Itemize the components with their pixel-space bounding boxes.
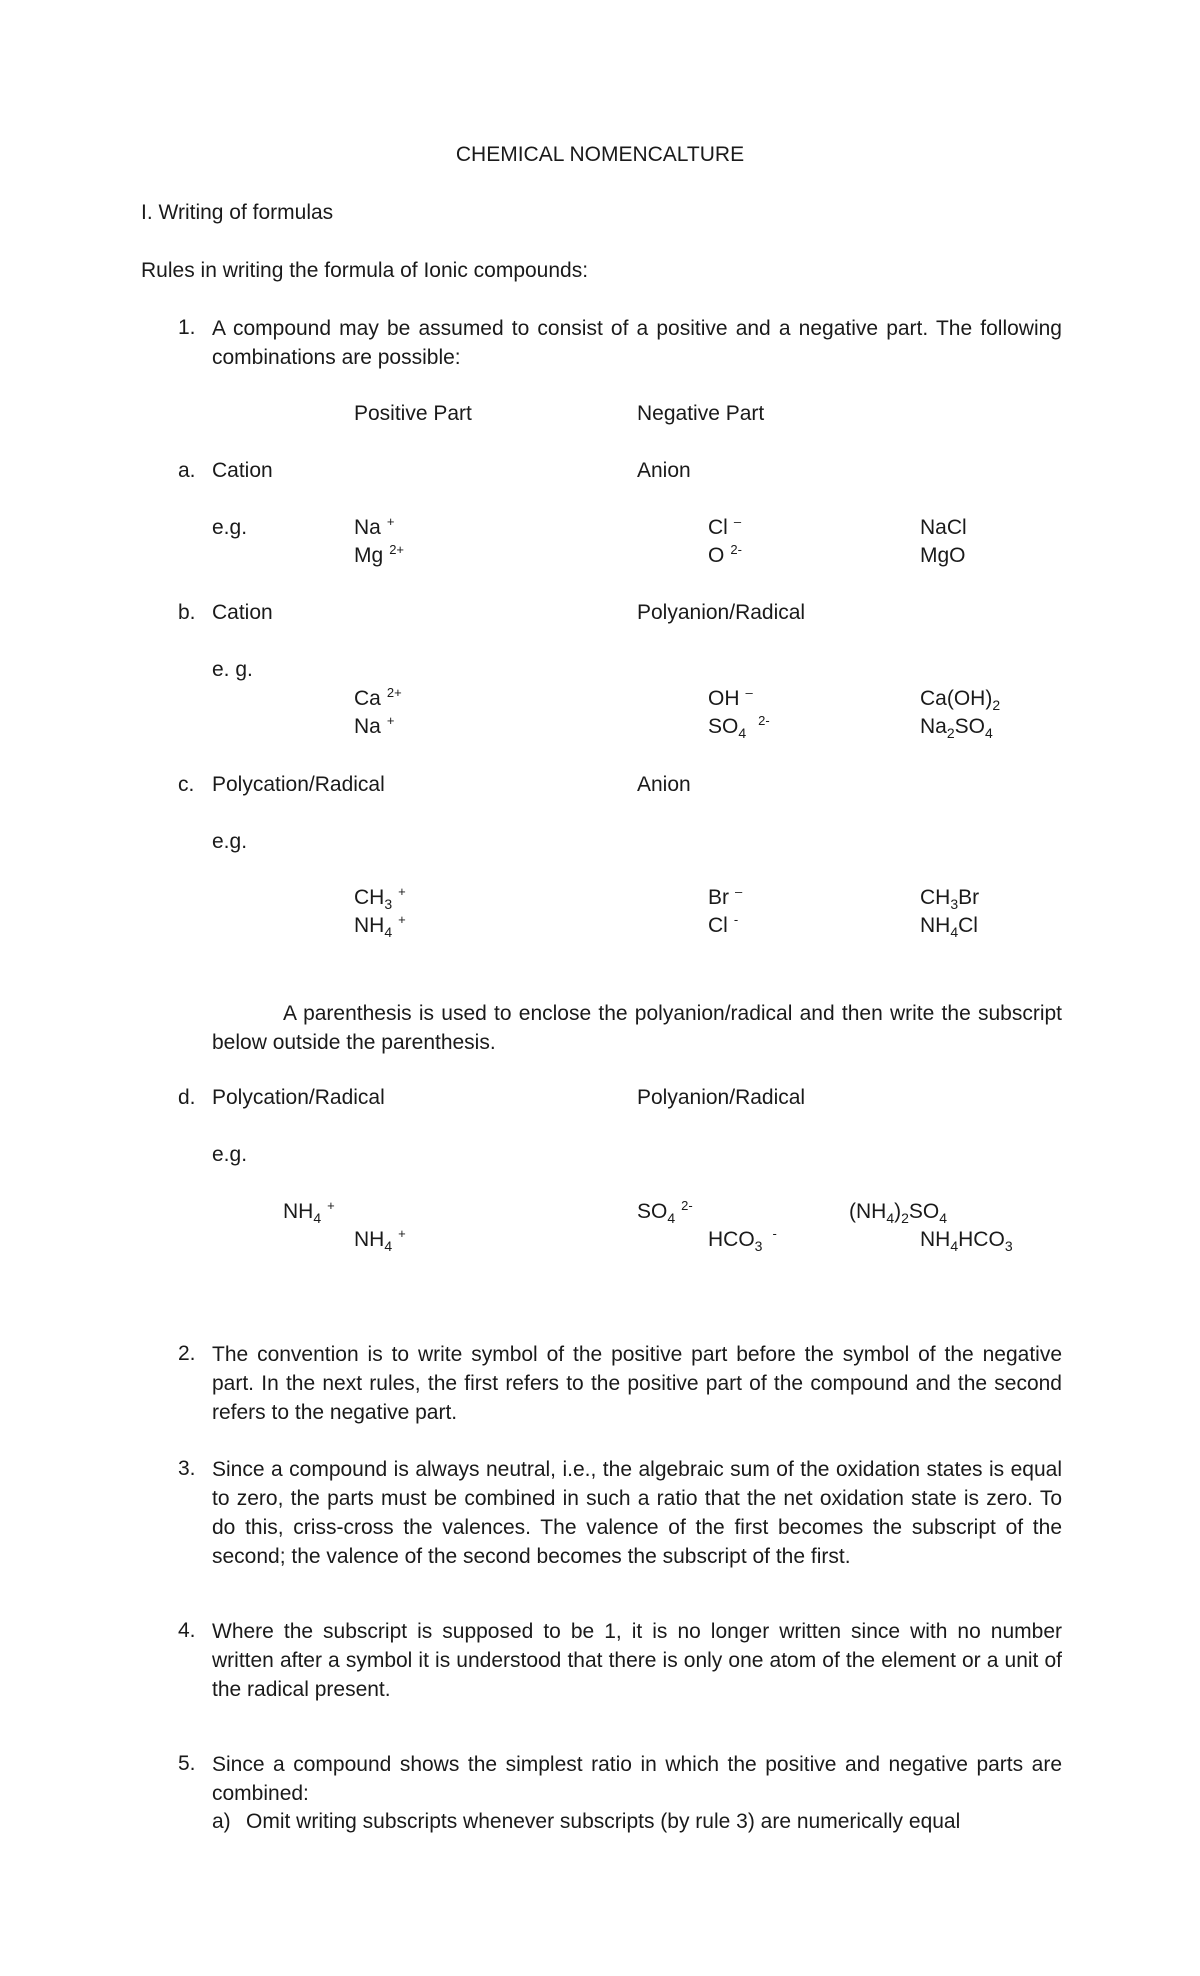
compound-ch3br: $CH_3Br$ [920,886,980,912]
compound-na2so4: $Na_2SO_4$ [920,715,993,741]
ion-mg: Mg $^{2+}$ [354,542,405,567]
case-a-letter: a. [178,459,196,482]
rule-4-text: Where the subscript is supposed to be 1, it is no longer written since with no number written after a symbol it is understood that there is only one atom of the element or a unit of the radical present. [212,1620,1062,1701]
case-c-letter: c. [178,773,195,796]
case-b-letter: b. [178,601,196,624]
positive-part-header: Positive Part [354,402,472,425]
case-c-positive: Polycation/Radical [212,773,385,796]
ion-so4: $SO_4^{2-}$ [708,713,770,741]
case-c-negative: Anion [637,773,691,796]
compound-nacl: NaCl [920,516,967,539]
case-a-negative: Anion [637,459,691,482]
rule-3-number: 3. [178,1457,196,1480]
compound-nh42so4: $(NH_4)_2SO_4$ [849,1200,948,1226]
ion-br: Br – [708,884,743,909]
case-d-eg: e.g. [212,1143,248,1166]
compound-nh4cl: $NH_4Cl$ [920,914,978,940]
ion-ca: Ca $^{2+}$ [354,685,402,710]
ion-cl-2: Cl - [708,912,739,937]
case-a-eg: e.g. [212,516,248,539]
rule-5-number: 5. [178,1752,196,1775]
case-c-eg: e.g. [212,830,248,853]
rule-5-text: Since a compound shows the simplest ratio in which the positive and negative parts are combined: [212,1753,1062,1805]
ion-hco3: $HCO_3^-$ [708,1226,777,1254]
case-b-eg: e. g. [212,658,253,681]
case-b-negative: Polyanion/Radical [637,601,806,624]
rule-3-text: Since a compound is always neutral, i.e., the algebraic sum of the oxidation states is equal to zero, the parts must be combined in such a ratio that the net oxidation state is zero. To do this, criss-cross the valences. The valence of the first becomes the subscript of the second; the valence of the second becomes the subscript of the first. [212,1458,1062,1568]
rule-5a-label: a) [212,1810,231,1833]
rule-2-number: 2. [178,1342,196,1365]
rule-4-number: 4. [178,1619,196,1642]
ion-na-2: Na + [354,713,395,738]
rule-5a-text: Omit writing subscripts whenever subscripts (by rule 3) are numerically equal [246,1810,961,1833]
ion-na: Na + [354,514,395,539]
rule-2-text: The convention is to write symbol of the positive part before the symbol of the negative part. In the next rules, the first refers to the positive part of the compound and the second refers to the negative part. [212,1343,1062,1424]
negative-part-header: Negative Part [637,402,765,425]
ion-cl: Cl – [708,514,742,539]
ion-nh4-d1: $NH_4^+$ [283,1198,335,1226]
case-d-negative: Polyanion/Radical [637,1086,806,1109]
rule-1-number: 1. [178,316,196,339]
case-d-letter: d. [178,1086,196,1109]
section-heading: I. Writing of formulas [141,201,334,224]
ion-nh4-d2: $NH_4^+$ [354,1226,406,1254]
compound-nh4hco3: $NH_4HCO_3$ [920,1228,1013,1254]
rules-heading: Rules in writing the formula of Ionic compounds: [141,259,589,282]
ion-so4-d: $SO_4^{2-}$ [637,1198,693,1226]
ion-o: O $^{2-}$ [708,542,742,567]
ion-oh: OH – [708,685,753,710]
rule-1-text: A compound may be assumed to consist of a positive and a negative part. The following combinations are possible: [212,317,1062,369]
case-a-positive: Cation [212,459,273,482]
case-d-positive: Polycation/Radical [212,1086,385,1109]
case-b-positive: Cation [212,601,273,624]
ion-nh4: $NH_4^+$ [354,912,406,940]
document-title: CHEMICAL NOMENCALTURE [455,143,745,166]
parenthesis-note: A parenthesis is used to enclose the polyanion/radical and then write the subscript below outside the parenthesis. [212,1002,1062,1054]
compound-caoh2: $Ca(OH)_2$ [920,687,1001,713]
compound-mgo: MgO [920,544,966,567]
ion-ch3: $CH_3^+$ [354,884,406,912]
